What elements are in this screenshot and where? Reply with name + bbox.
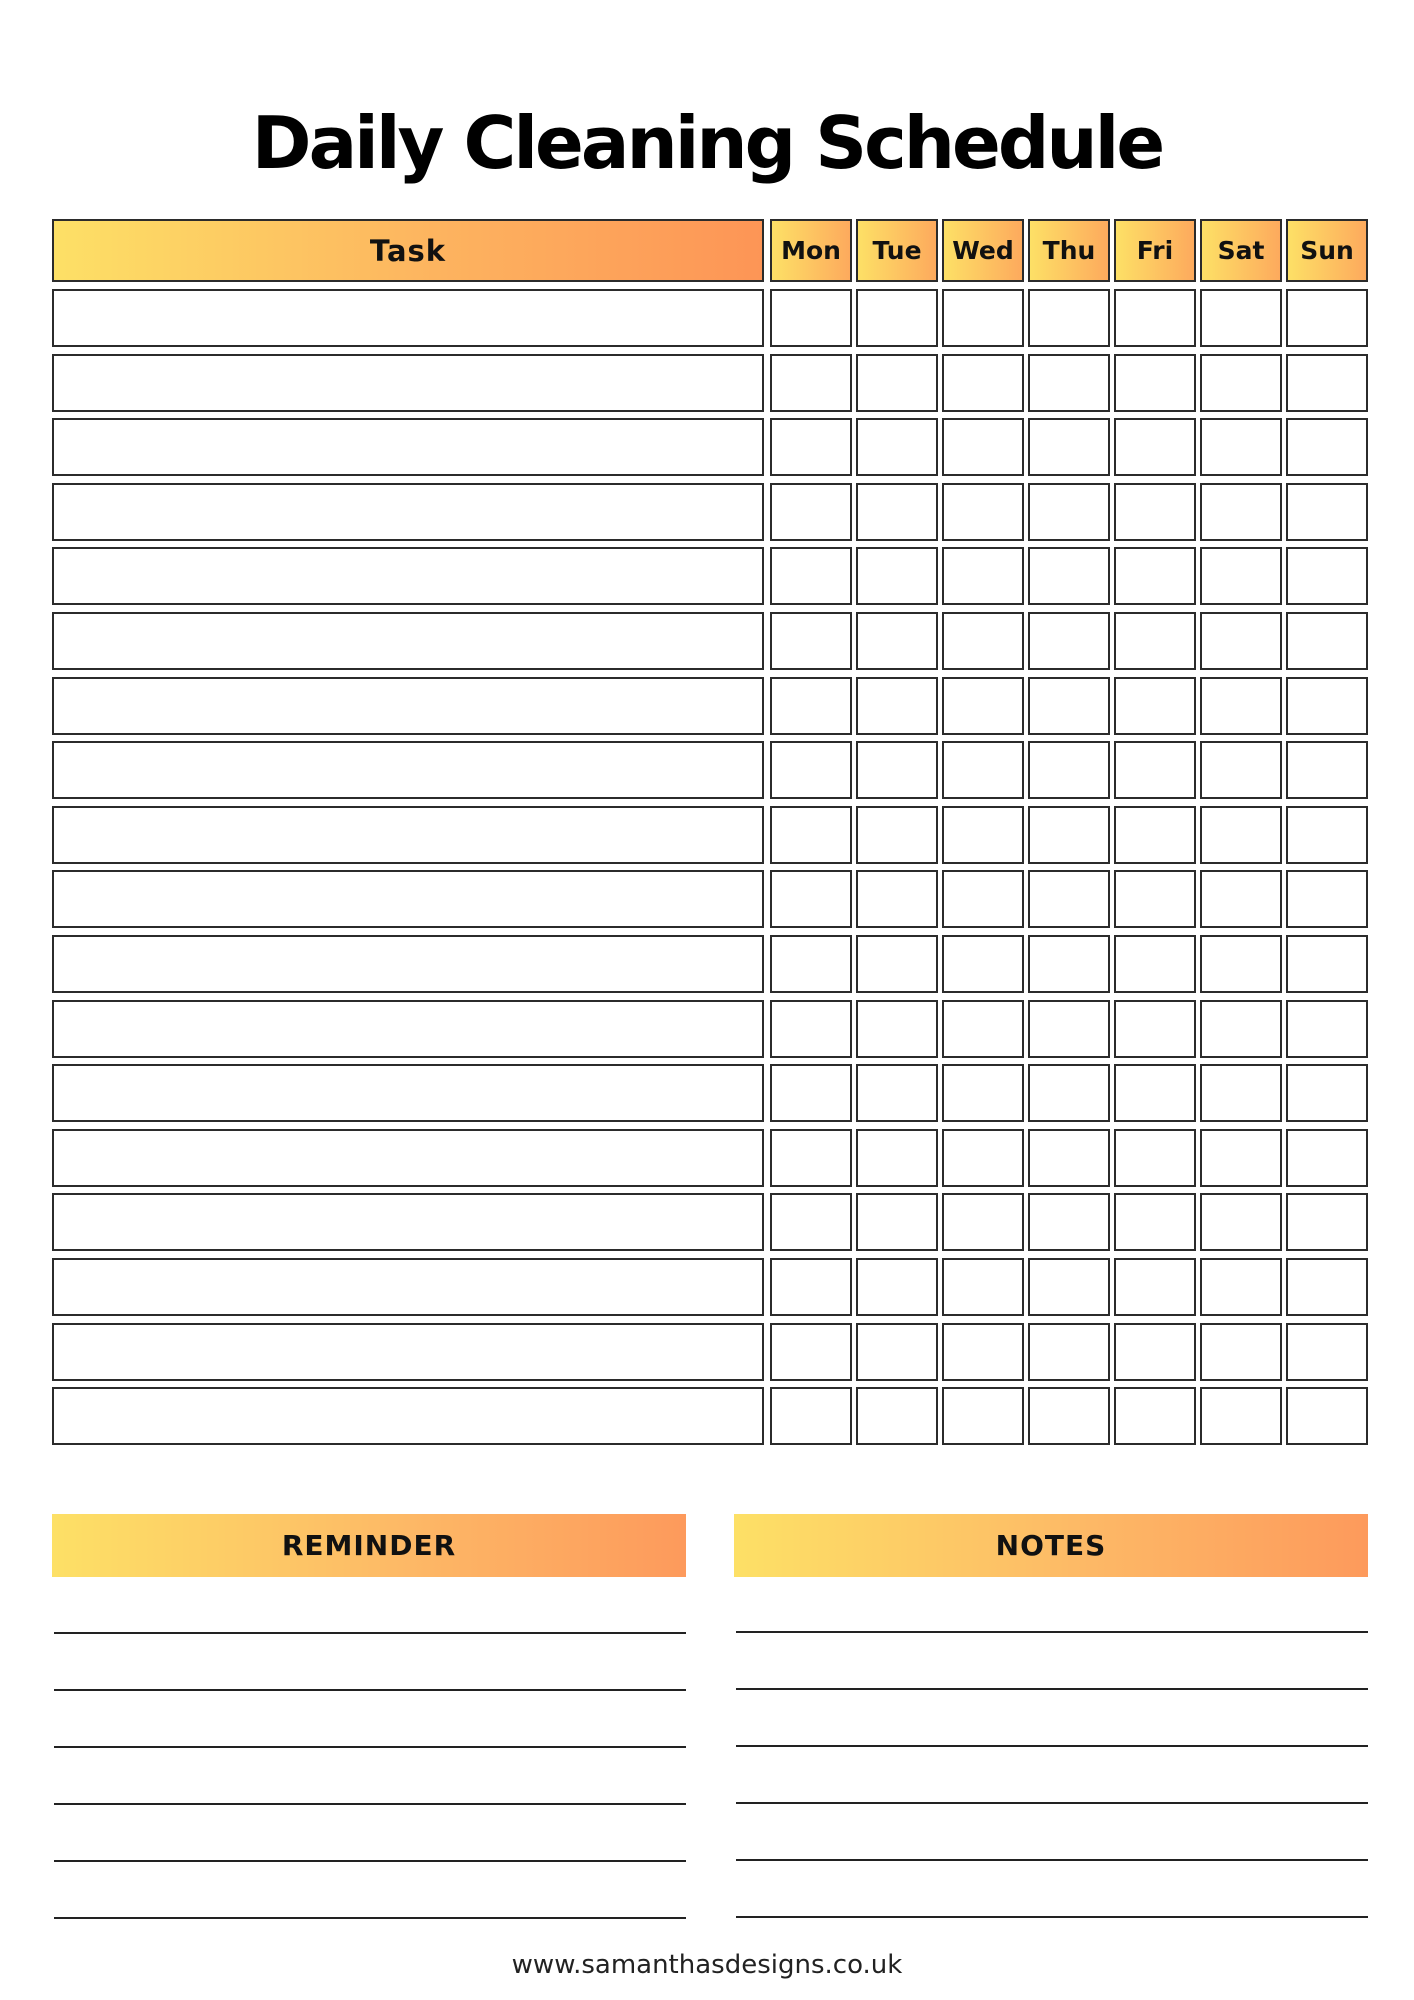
day-checkbox-wed[interactable] <box>942 806 1024 864</box>
day-checkbox-mon[interactable] <box>770 1258 852 1316</box>
day-checkbox-tue[interactable] <box>856 1064 938 1122</box>
day-checkbox-tue[interactable] <box>856 935 938 993</box>
day-checkbox-wed[interactable] <box>942 612 1024 670</box>
day-column-header-sat: Sat <box>1200 219 1282 282</box>
day-checkbox-wed[interactable] <box>942 354 1024 412</box>
day-checkbox-fri[interactable] <box>1114 418 1196 476</box>
day-checkbox-sun[interactable] <box>1286 547 1368 605</box>
day-checkbox-wed[interactable] <box>942 1129 1024 1187</box>
day-checkbox-wed[interactable] <box>942 1193 1024 1251</box>
task-input-cell[interactable] <box>52 870 764 928</box>
day-checkbox-mon[interactable] <box>770 677 852 735</box>
reminder-writing-line[interactable] <box>54 1689 686 1691</box>
day-checkbox-sat[interactable] <box>1200 1129 1282 1187</box>
day-checkbox-sat[interactable] <box>1200 418 1282 476</box>
day-checkbox-sat[interactable] <box>1200 1064 1282 1122</box>
day-checkbox-sat[interactable] <box>1200 1258 1282 1316</box>
day-checkbox-sun[interactable] <box>1286 677 1368 735</box>
day-checkbox-thu[interactable] <box>1028 1323 1110 1381</box>
day-checkbox-tue[interactable] <box>856 418 938 476</box>
day-checkbox-mon[interactable] <box>770 1193 852 1251</box>
task-input-cell[interactable] <box>52 418 764 476</box>
day-checkbox-fri[interactable] <box>1114 612 1196 670</box>
day-checkbox-mon[interactable] <box>770 1129 852 1187</box>
day-checkbox-mon[interactable] <box>770 1323 852 1381</box>
day-checkbox-mon[interactable] <box>770 612 852 670</box>
day-checkbox-sun[interactable] <box>1286 806 1368 864</box>
day-checkbox-sat[interactable] <box>1200 1193 1282 1251</box>
day-checkbox-thu[interactable] <box>1028 1387 1110 1445</box>
day-checkbox-wed[interactable] <box>942 483 1024 541</box>
day-checkbox-tue[interactable] <box>856 870 938 928</box>
day-checkbox-wed[interactable] <box>942 870 1024 928</box>
task-input-cell[interactable] <box>52 677 764 735</box>
day-checkbox-mon[interactable] <box>770 289 852 347</box>
day-checkbox-thu[interactable] <box>1028 935 1110 993</box>
day-checkbox-sun[interactable] <box>1286 1323 1368 1381</box>
day-checkbox-thu[interactable] <box>1028 741 1110 799</box>
day-checkbox-sat[interactable] <box>1200 289 1282 347</box>
day-checkbox-sun[interactable] <box>1286 1000 1368 1058</box>
day-checkbox-fri[interactable] <box>1114 741 1196 799</box>
task-input-cell[interactable] <box>52 1000 764 1058</box>
task-input-cell[interactable] <box>52 483 764 541</box>
day-column-header-fri: Fri <box>1114 219 1196 282</box>
notes-header: NOTES <box>734 1514 1368 1577</box>
day-checkbox-tue[interactable] <box>856 289 938 347</box>
day-checkbox-fri[interactable] <box>1114 1323 1196 1381</box>
day-checkbox-sun[interactable] <box>1286 935 1368 993</box>
day-checkbox-sun[interactable] <box>1286 1387 1368 1445</box>
day-checkbox-mon[interactable] <box>770 354 852 412</box>
notes-writing-line[interactable] <box>736 1802 1368 1804</box>
day-checkbox-fri[interactable] <box>1114 1000 1196 1058</box>
day-checkbox-fri[interactable] <box>1114 1258 1196 1316</box>
day-checkbox-sat[interactable] <box>1200 870 1282 928</box>
day-checkbox-sun[interactable] <box>1286 1193 1368 1251</box>
notes-writing-line[interactable] <box>736 1688 1368 1690</box>
day-checkbox-fri[interactable] <box>1114 1193 1196 1251</box>
footer-url[interactable]: www.samanthasdesigns.co.uk <box>511 1950 903 1980</box>
task-column-header: Task <box>52 219 764 282</box>
day-checkbox-thu[interactable] <box>1028 354 1110 412</box>
day-checkbox-thu[interactable] <box>1028 612 1110 670</box>
notes-writing-line[interactable] <box>736 1745 1368 1747</box>
notes-writing-line[interactable] <box>736 1631 1368 1633</box>
day-checkbox-mon[interactable] <box>770 870 852 928</box>
day-checkbox-mon[interactable] <box>770 483 852 541</box>
day-checkbox-mon[interactable] <box>770 1064 852 1122</box>
task-input-cell[interactable] <box>52 806 764 864</box>
task-input-cell[interactable] <box>52 1193 764 1251</box>
day-checkbox-tue[interactable] <box>856 1323 938 1381</box>
day-checkbox-fri[interactable] <box>1114 677 1196 735</box>
day-checkbox-wed[interactable] <box>942 741 1024 799</box>
day-checkbox-sat[interactable] <box>1200 612 1282 670</box>
day-checkbox-wed[interactable] <box>942 1258 1024 1316</box>
day-column-header-mon: Mon <box>770 219 852 282</box>
day-checkbox-wed[interactable] <box>942 289 1024 347</box>
day-checkbox-tue[interactable] <box>856 741 938 799</box>
day-checkbox-wed[interactable] <box>942 1323 1024 1381</box>
day-checkbox-sun[interactable] <box>1286 1258 1368 1316</box>
day-checkbox-fri[interactable] <box>1114 354 1196 412</box>
day-checkbox-fri[interactable] <box>1114 1387 1196 1445</box>
day-checkbox-sun[interactable] <box>1286 870 1368 928</box>
day-checkbox-wed[interactable] <box>942 1387 1024 1445</box>
day-checkbox-sat[interactable] <box>1200 1323 1282 1381</box>
day-checkbox-thu[interactable] <box>1028 1064 1110 1122</box>
day-checkbox-sat[interactable] <box>1200 354 1282 412</box>
day-checkbox-wed[interactable] <box>942 547 1024 605</box>
day-checkbox-sun[interactable] <box>1286 1064 1368 1122</box>
day-checkbox-sun[interactable] <box>1286 289 1368 347</box>
day-checkbox-thu[interactable] <box>1028 870 1110 928</box>
day-checkbox-wed[interactable] <box>942 1000 1024 1058</box>
day-checkbox-sat[interactable] <box>1200 935 1282 993</box>
day-checkbox-tue[interactable] <box>856 354 938 412</box>
day-checkbox-mon[interactable] <box>770 806 852 864</box>
day-checkbox-sun[interactable] <box>1286 741 1368 799</box>
day-checkbox-thu[interactable] <box>1028 1129 1110 1187</box>
day-checkbox-mon[interactable] <box>770 935 852 993</box>
day-checkbox-fri[interactable] <box>1114 289 1196 347</box>
task-input-cell[interactable] <box>52 1387 764 1445</box>
day-checkbox-tue[interactable] <box>856 1129 938 1187</box>
day-column-header-tue: Tue <box>856 219 938 282</box>
day-checkbox-tue[interactable] <box>856 1387 938 1445</box>
day-column-header-sun: Sun <box>1286 219 1368 282</box>
day-checkbox-thu[interactable] <box>1028 289 1110 347</box>
day-checkbox-tue[interactable] <box>856 612 938 670</box>
task-input-cell[interactable] <box>52 1064 764 1122</box>
day-checkbox-sun[interactable] <box>1286 612 1368 670</box>
day-checkbox-tue[interactable] <box>856 1258 938 1316</box>
day-column-header-wed: Wed <box>942 219 1024 282</box>
day-checkbox-sat[interactable] <box>1200 741 1282 799</box>
day-checkbox-sun[interactable] <box>1286 1129 1368 1187</box>
day-checkbox-fri[interactable] <box>1114 870 1196 928</box>
day-checkbox-sat[interactable] <box>1200 806 1282 864</box>
day-checkbox-mon[interactable] <box>770 741 852 799</box>
reminder-header: REMINDER <box>52 1514 686 1577</box>
task-input-cell[interactable] <box>52 1258 764 1316</box>
day-checkbox-mon[interactable] <box>770 1387 852 1445</box>
day-checkbox-tue[interactable] <box>856 677 938 735</box>
day-checkbox-fri[interactable] <box>1114 935 1196 993</box>
task-input-cell[interactable] <box>52 289 764 347</box>
day-checkbox-sat[interactable] <box>1200 547 1282 605</box>
day-checkbox-wed[interactable] <box>942 935 1024 993</box>
reminder-writing-line[interactable] <box>54 1746 686 1748</box>
day-checkbox-thu[interactable] <box>1028 1000 1110 1058</box>
day-checkbox-sat[interactable] <box>1200 483 1282 541</box>
notes-writing-line[interactable] <box>736 1916 1368 1918</box>
day-checkbox-thu[interactable] <box>1028 677 1110 735</box>
page-title: Daily Cleaning Schedule <box>251 101 1163 185</box>
day-checkbox-thu[interactable] <box>1028 806 1110 864</box>
day-checkbox-mon[interactable] <box>770 418 852 476</box>
day-checkbox-thu[interactable] <box>1028 1258 1110 1316</box>
reminder-writing-line[interactable] <box>54 1860 686 1862</box>
day-column-header-thu: Thu <box>1028 219 1110 282</box>
day-checkbox-fri[interactable] <box>1114 483 1196 541</box>
day-checkbox-tue[interactable] <box>856 1193 938 1251</box>
day-checkbox-fri[interactable] <box>1114 1129 1196 1187</box>
reminder-writing-line[interactable] <box>54 1803 686 1805</box>
task-input-cell[interactable] <box>52 354 764 412</box>
task-input-cell[interactable] <box>52 1323 764 1381</box>
task-input-cell[interactable] <box>52 547 764 605</box>
task-input-cell[interactable] <box>52 741 764 799</box>
task-input-cell[interactable] <box>52 612 764 670</box>
day-checkbox-sun[interactable] <box>1286 418 1368 476</box>
day-checkbox-fri[interactable] <box>1114 547 1196 605</box>
day-checkbox-sat[interactable] <box>1200 1387 1282 1445</box>
day-checkbox-fri[interactable] <box>1114 806 1196 864</box>
day-checkbox-thu[interactable] <box>1028 547 1110 605</box>
reminder-writing-line[interactable] <box>54 1917 686 1919</box>
reminder-writing-line[interactable] <box>54 1632 686 1634</box>
day-checkbox-mon[interactable] <box>770 547 852 605</box>
day-checkbox-thu[interactable] <box>1028 1193 1110 1251</box>
day-checkbox-tue[interactable] <box>856 483 938 541</box>
day-checkbox-thu[interactable] <box>1028 418 1110 476</box>
day-checkbox-wed[interactable] <box>942 418 1024 476</box>
day-checkbox-mon[interactable] <box>770 1000 852 1058</box>
day-checkbox-thu[interactable] <box>1028 483 1110 541</box>
day-checkbox-tue[interactable] <box>856 1000 938 1058</box>
notes-writing-line[interactable] <box>736 1859 1368 1861</box>
day-checkbox-fri[interactable] <box>1114 1064 1196 1122</box>
day-checkbox-sat[interactable] <box>1200 677 1282 735</box>
task-input-cell[interactable] <box>52 1129 764 1187</box>
day-checkbox-tue[interactable] <box>856 547 938 605</box>
day-checkbox-sat[interactable] <box>1200 1000 1282 1058</box>
task-input-cell[interactable] <box>52 935 764 993</box>
day-checkbox-tue[interactable] <box>856 806 938 864</box>
day-checkbox-sun[interactable] <box>1286 483 1368 541</box>
day-checkbox-wed[interactable] <box>942 1064 1024 1122</box>
day-checkbox-sun[interactable] <box>1286 354 1368 412</box>
day-checkbox-wed[interactable] <box>942 677 1024 735</box>
